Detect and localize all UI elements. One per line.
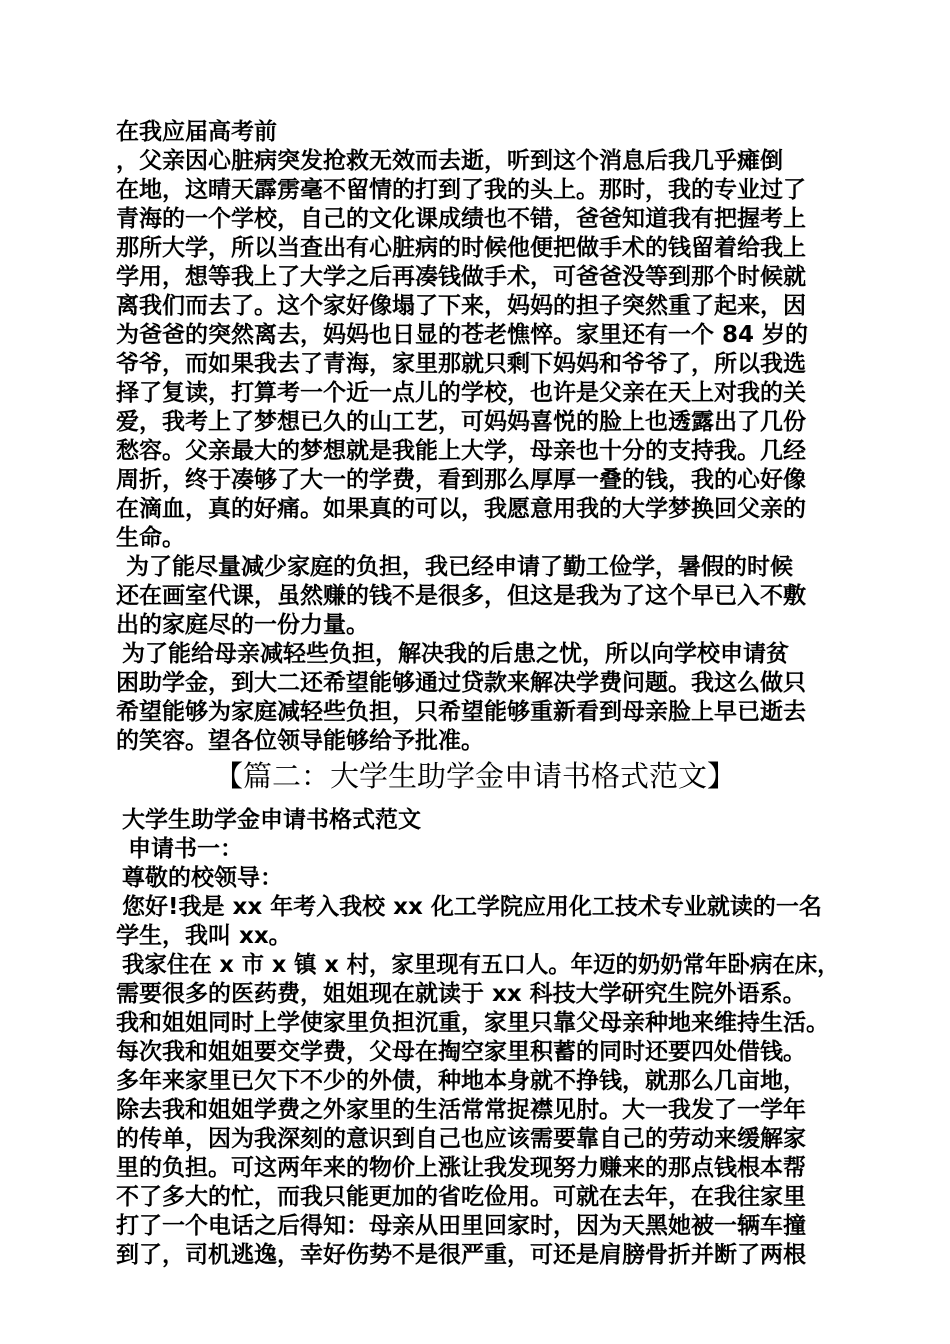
paragraph-line: 爷爷，而如果我去了青海，家里那就只剩下妈妈和爷爷了，所以我选 <box>116 351 806 377</box>
paragraph-line: 择了复读，打算考一个近一点儿的学校，也许是父亲在天上对我的关 <box>116 380 806 406</box>
paragraph-line: 需要很多的医药费，姐姐现在就读于 xx 科技大学研究生院外语系。 <box>116 981 806 1007</box>
paragraph-line: 学生，我叫 xx。 <box>116 923 292 949</box>
paragraph-line: 学用，想等我上了大学之后再凑钱做手术，可爸爸没等到那个时候就 <box>116 264 806 290</box>
section2-heading: 【篇二：大学生助学金申请书格式范文】 <box>213 759 736 793</box>
paragraph-line: 爱，我考上了梦想已久的山工艺，可妈妈喜悦的脸上也透露出了几份 <box>116 409 806 435</box>
paragraph-line: 不了多大的忙，而我只能更加的省吃俭用。可就在去年，在我往家里 <box>116 1184 806 1210</box>
paragraph-line: 希望能够为家庭减轻些负担，只希望能够重新看到母亲脸上早已逝去 <box>116 699 806 725</box>
paragraph-line: 打了一个电话之后得知：母亲从田里回家时，因为天黑她被一辆车撞 <box>116 1213 806 1239</box>
section1-title-line: 在我应届高考前 <box>116 119 277 145</box>
paragraph-line: 周折，终于凑够了大一的学费，看到那么厚厚一叠的钱，我的心好像 <box>116 467 806 493</box>
paragraph-line: 里的负担。可这两年来的物价上涨让我发现努力赚来的那点钱根本帮 <box>116 1155 806 1181</box>
paragraph-line: 每次我和姐姐要交学费，父母在掏空家里积蓄的同时还要四处借钱。 <box>116 1039 806 1065</box>
section2-subtitle: 申请书一： <box>128 836 243 862</box>
paragraph-line: 在滴血，真的好痛。如果真的可以，我愿意用我的大学梦换回父亲的 <box>116 496 806 522</box>
paragraph-line: 到了，司机逃逸，幸好伤势不是很严重，可还是肩膀骨折并断了两根 <box>116 1242 806 1268</box>
paragraph-line: 的传单，因为我深刻的意识到自己也应该需要靠自己的劳动来缓解家 <box>116 1126 806 1152</box>
paragraph-line: 我家住在 x 市 x 镇 x 村，家里现有五口人。年迈的奶奶常年卧病在床， <box>122 952 840 978</box>
paragraph-line: 为了能给母亲减轻些负担，解决我的后患之忧，所以向学校申请贫 <box>122 641 789 667</box>
section2-title: 大学生助学金申请书格式范文 <box>122 807 421 833</box>
paragraph-line: 我和姐姐同时上学使家里负担沉重，家里只靠父母亲种地来维持生活。 <box>116 1010 829 1036</box>
paragraph-line: 为了能尽量减少家庭的负担，我已经申请了勤工俭学，暑假的时候 <box>126 554 793 580</box>
paragraph-line: 的笑容。望各位领导能够给予批准。 <box>116 728 484 754</box>
paragraph-line: 青海的一个学校，自己的文化课成绩也不错，爸爸知道我有把握考上 <box>116 206 806 232</box>
paragraph-line: 为爸爸的突然离去，妈妈也日显的苍老憔悴。家里还有一个 84 岁的 <box>116 322 809 348</box>
paragraph-line: 那所大学，所以当查出有心脏病的时候他便把做手术的钱留着给我上 <box>116 235 806 261</box>
salutation: 尊敬的校领导： <box>122 865 283 891</box>
paragraph-line: 多年来家里已欠下不少的外债，种地本身就不挣钱，就那么几亩地， <box>116 1068 806 1094</box>
paragraph-line: 还在画室代课，虽然赚的钱不是很多，但这是我为了这个早已入不敷 <box>116 583 806 609</box>
paragraph-line: 困助学金，到大二还希望能够通过贷款来解决学费问题。我这么做只 <box>116 670 806 696</box>
paragraph-line: 愁容。父亲最大的梦想就是我能上大学，母亲也十分的支持我。几经 <box>116 438 806 464</box>
paragraph-line: 您好!我是 xx 年考入我校 xx 化工学院应用化工技术专业就读的一名 <box>122 894 822 920</box>
paragraph-line: 离我们而去了。这个家好像塌了下来，妈妈的担子突然重了起来，因 <box>116 293 806 319</box>
paragraph-line: ，父亲因心脏病突发抢救无效而去逝，听到这个消息后我几乎瘫倒 <box>116 148 783 174</box>
paragraph-line: 出的家庭尽的一份力量。 <box>116 612 369 638</box>
paragraph-line: 除去我和姐姐学费之外家里的生活常常捉襟见肘。大一我发了一学年 <box>116 1097 806 1123</box>
paragraph-line: 在地，这晴天霹雳毫不留情的打到了我的头上。那时，我的专业过了 <box>116 177 806 203</box>
paragraph-line: 生命。 <box>116 525 185 551</box>
